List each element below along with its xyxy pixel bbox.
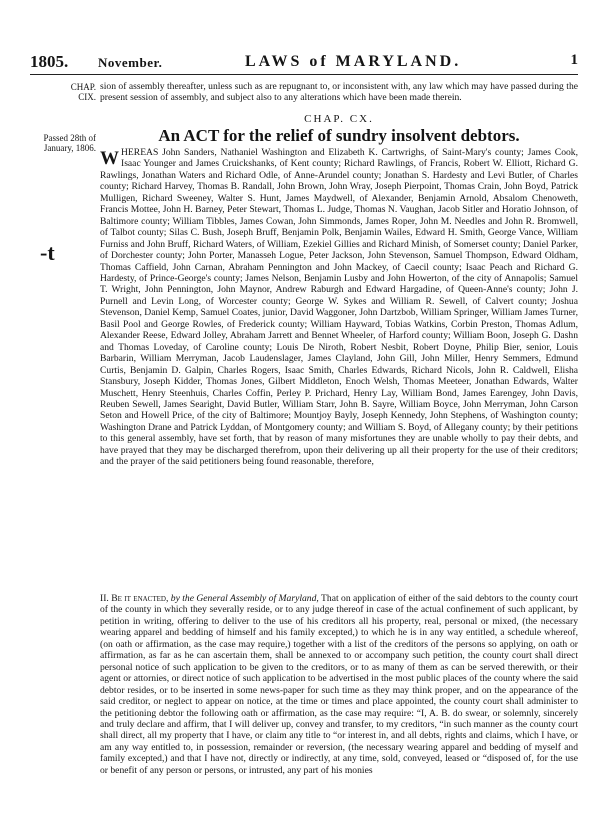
header-page-number: 1: [570, 52, 578, 68]
margin-mark: -t: [40, 240, 55, 265]
section-2-body: That on application of either of the said debtors to the county court of the county in which they severally reside, or to any judge thereof in case of the actual confinement of such applicant, by petition in writing, offering to deliver to the use of his creditors all his property, real, personal or mixed, (the necessary wearing apparel and bedding of himself and his family excepted,) to which he is in any way entitled, a schedule whereof, (on oath or affirmation, as the case may require,) together with a list of the creditors of the persons so applying, on oath or affirmation, as far as he can ascertain them, shall be annexed to or accompany such petition, the county court shall direct personal notice of such application to be given to the creditors, or to as many of them as can be served therewith, or their agent or attornies, or direct notice of such application to be advertised in the most public places of the county where the said debtor resides, or to be inserted in some news-paper for such time as they may think proper, and on the appearance of the said creditor, or neglect to appear on notice, at the time or times and place appointed, the county court shall administer to the petitioning debtor the following oath or affirmation, as the case may require: “I, A. B. do swear, or solemnly, sincerely and truly declare and affirm, that I will deliver up, convey and transfer, to my creditors, “in such manner as the county court shall direct, all my property that I have, or claim any title to “or interest in, and all debts, rights and claims, which I have, or am any way entitled to, in possession, remainder or reversion, (the necessary wearing apparel and bedding of myself and family excepted,) and that I have not, directly or indirectly, at any time, sold, conveyed, leased or “disposed of, for the use or benefit of any person or persons, or intrusted, any part of his monies: [100, 593, 578, 776]
preamble-dropcap: W: [100, 148, 119, 169]
chapter-heading: CHAP. CX.: [304, 113, 374, 125]
continuation-paragraph: sion of assembly thereafter, unless such as are repugnant to, or inconsistent with, any law which may have passed during the present session of assembly, and subject also to any alterations which have been made therein.: [100, 81, 578, 104]
header-month: November.: [98, 55, 163, 70]
header-year: 1805.: [30, 52, 69, 71]
preamble-body: John Sanders, Nathaniel Washington and Elizabeth K. Cartwrighs, of Saint-Mary's county; James Cook, Isaac Younger and James Cruickshanks, of Kent county; Richard Rawlings, of Francis, Robert W. Elliott, Richard G. Rawlings, Jonathan Waters and Richard Odle, of Anne-Arundel county; Jonathan S. Hardesty and Levi Butler, of Charles county; Richard Harvey, Thomas B. Randall, John Brown, John Wray, Joseph Pierpoint, Thomas Crain, John Boyd, Patrick Mulligen, Richard Sweeney, Walter S. Hunt, James Maydwell, of Alexander, Benjamin Arnold, Absalom Chenoweth, Francis Mottee, John H. Barney, Peter Stewart, Thomas L. Judge, Thomas N. Vaughan, Jacob Sitler and Horatio Johnson, of Baltimore county; William Tibbles, James Cowan, John Simmonds, James Roper, John M. Needles and John R. Bromwell, of Talbot county; Silas C. Bush, Joseph Bruff, Benjamin Polk, Benjamin Wailes, Edward H. Smith, George Vance, William Furniss and John Bruff, Richard Waters, of William, Ezekiel Gillies and Richard Minish, of Somerset county; Daniel Parker, of Dorchester county; John Porter, Manasseh Logue, Peter Jackson, John Stevenson, Samuel Thompson, Edward Oldham, Thomas Caffield, John Carnan, Abraham Pennington and John Mackey, of Caecil county; Isaac Peach and Richard G. Hardesty, of Prince-George's county; James Nelson, Benjamin Lusby and John Howerton, of the city of Annapolis; Samuel T. Wright, John Pennington, John Maynor, Andrew Raburgh and Edward Hargadine, of Queen-Anne's county; John J. Purnell and Levin Long, of Worcester county; George W. Sykes and William R. Sewell, of Calvert county; Joshua Stevenson, Daniel Kemp, Samuel Coates, junior, David Waggoner, John Dartzbob, William Springer, William James Turner, Basil Pool and George Rowles, of Frederick county; William Hayward, Tobias Watkins, Corbin Preston, Thomas Adlum, Alexander Reese, Edward Jolley, Abraham Jarrett and Bennet Wheeler, of Harford county; William Boon, Joseph G. Dashn and Thomas Loveday, of Caroline county; Louis De Niroth, Robert Nesbit, Robert Doyne, Philip Bier, senior, Louis Barbarin, William Merryman, Jacob Laudenslager, James Clayland, John Gill, John Miller, Henry Semmers, Edmund Curtis, Benjamin D. Galpin, Charles Rogers, Isaac Smith, Charles Edwards, Richard Nicols, John R. Caldwell, Elisha Stansbury, Joseph Kidder, Thomas Jones, Gilbert Middleton, Enoch Welsh, Thomas Meeteer, Jonathan Edwards, Walter Muschett, Henry Steenhuis, Charles Coffin, Perley P. Prichard, Henry Lay, William Bond, James Earengey, John Davis, Reuben Sewell, James Searight, David Butler, William Starr, John B. Sayre, William Boyce, John Merryman, John Carson Seton and Howell Price, of the city of Baltimore; Mountjoy Bayly, Joseph Kennedy, John Stephens, of Washington county; Washington Drane and Patrick Lyddan, of Montgomery county; and William S. Boyd, of Allegany county; by their petitions to this general assembly, have set forth, that by reason of many misfortunes they are unable wholly to pay their debts, and have prayed that they may be discharged therefrom, upon their delivering up all their property for the use of their creditors; and the prayer of the said petitioners being found reasonable, therefore,: [100, 147, 578, 468]
act-title: An ACT for the relief of sundry insolvent debtors.: [158, 126, 520, 145]
page-header: [30, 52, 578, 74]
margin-chap-number: CIX.: [78, 92, 96, 102]
margin-passed-line1: Passed 28th of: [43, 133, 96, 143]
preamble-lead: HEREAS: [121, 147, 159, 158]
preamble-paragraph: [100, 147, 578, 468]
margin-passed-note: [24, 133, 96, 153]
header-title: LAWS of MARYLAND.: [245, 53, 462, 70]
section-2-lead: II. Be it enacted,: [100, 593, 169, 604]
header-rule: [30, 74, 578, 75]
margin-chap-label: CHAP.: [70, 82, 96, 92]
margin-passed-line2: January, 1806.: [43, 143, 96, 153]
section-2-paragraph: [100, 593, 578, 776]
margin-chapter-note: [24, 82, 96, 102]
section-2-italic: by the General Assembly of Maryland,: [168, 593, 319, 604]
